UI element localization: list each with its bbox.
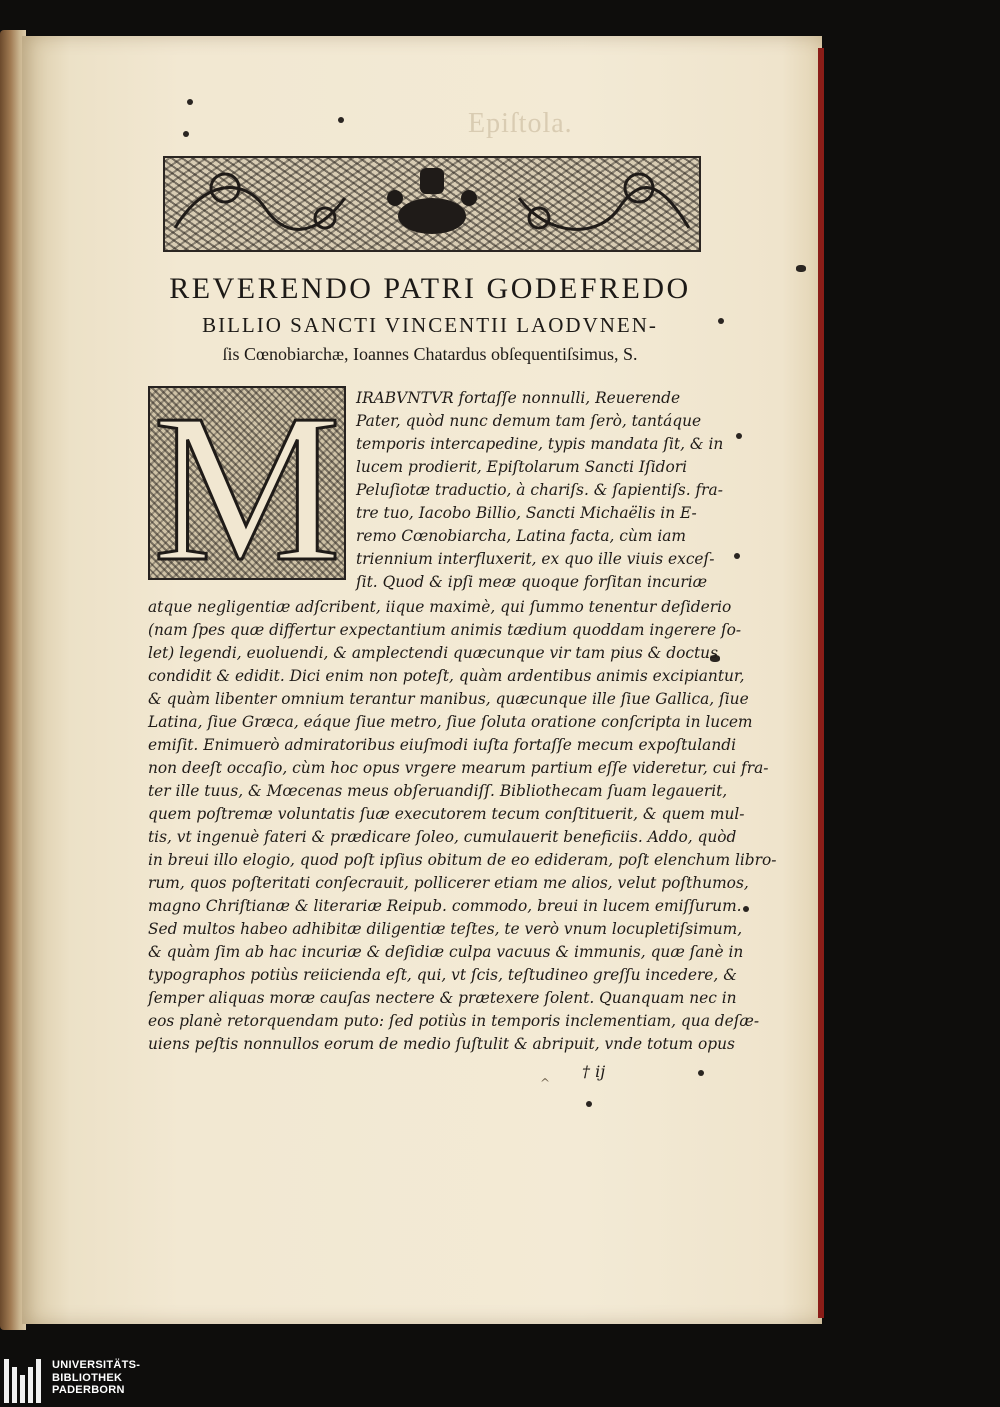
library-logo-icon (4, 1359, 48, 1403)
ornamental-headpiece (163, 156, 701, 252)
paper-hole (718, 318, 724, 324)
printer-mark-icon: ^ (540, 1076, 551, 1090)
body-line: Peluſiotæ traductio, à chariſs. & ſapientiſs. fra- (356, 481, 723, 499)
body-line: tre tuo, Iacobo Billio, Sancti Michaëlis in E- (356, 504, 697, 522)
body-line: (nam ſpes quæ differtur expectantium animis tædium quoddam ingerere ſo- (148, 621, 742, 639)
body-line: emiſit. Enimuerò admiratoribus eiuſmodi iuſta fortaſſe mecum expoſtulandi (148, 736, 737, 754)
body-line: lucem prodierit, Epiſtolarum Sancti Iſidori (356, 458, 688, 476)
body-line: let) legendi, euoluendi, & amplectendi quæcunque vir tam pius & doctus (148, 644, 718, 662)
body-line: eos planè retorquendam puto: ſed potiùs in temporis inclementiam, qua deſæ- (148, 1012, 760, 1030)
body-line: in breui illo elogio, quod poſt ipſius obitum de eo edideram, poſt elenchum libro- (148, 851, 777, 869)
body-line: tis, vt ingenuè fateri & prædicare ſoleo, cumulauerit beneficiis. Addo, quòd (148, 828, 737, 846)
paper-hole (586, 1101, 592, 1107)
library-name-line: BIBLIOTHEK (52, 1371, 123, 1384)
body-line: non deeſt occaſio, cùm hoc opus vrgere mearum partium eſſe videretur, cui fra- (148, 759, 769, 777)
title-line-2: BILLIO SANCTI VINCENTII LAODVNEN- (202, 313, 658, 337)
paper-hole (736, 433, 742, 439)
body-line: typographos potiùs reiicienda eſt, qui, vt ſcis, teſtudineo greſſu incedere, & (148, 966, 737, 984)
body-line: ſemper aliquas moræ cauſas nectere & prætexere ſolent. Quanquam nec in (148, 989, 737, 1007)
body-line: condidit & edidit. Dici enim non poteſt, quàm ardentibus animis excipiantur, (148, 667, 745, 685)
body-line: & quàm ſim ab hac incuriæ & deſidiæ culpa vacuus & immunis, quæ ſanè in (148, 943, 744, 961)
body-line: triennium interfluxerit, ex quo ille viuis exceſ- (356, 550, 715, 568)
library-logo (0, 1357, 150, 1407)
title-line-1: REVERENDO PATRI GODEFREDO (169, 272, 691, 305)
body-line: rum, quos poſteritati conſecrauit, pollicerer etiam me alios, velut poſthumos, (148, 874, 749, 892)
body-line: uiens peſtis nonnullos eorum de medio ſuſtulit & abripuit, vnde totum opus (148, 1035, 735, 1053)
library-name-line: PADERBORN (52, 1384, 125, 1396)
body-line: & quàm libenter omnium terantur manibus, quæcunque ille ſiue Gallica, ſiue (148, 690, 749, 708)
body-line: IRABVNTVR fortaſſe nonnulli, Reuerende (356, 389, 681, 407)
paper-hole (187, 99, 193, 105)
paper-hole (338, 117, 344, 123)
body-line: Sed multos habeo adhibitæ diligentiæ teſtes, te verò vnum locupletiſsimum, (148, 920, 743, 938)
body-line: ſit. Quod & ipſi meæ quoque forſitan incuriæ (356, 573, 708, 591)
body-line: atque negligentiæ adſcribent, iique maximè, qui ſummo tenentur deſiderio (148, 598, 732, 616)
library-name-line: UNIVERSITÄTS- (52, 1359, 141, 1371)
page-edge (818, 48, 824, 1318)
library-name (52, 1359, 140, 1397)
body-line: magno Chriſtianæ & literariæ Reipub. commodo, breui in lucem emiſſurum. (148, 897, 742, 915)
paper-hole (734, 553, 740, 559)
body-line: Pater, quòd nunc demum tam ſerò, tantáque (356, 412, 702, 430)
body-line: remo Cœnobiarcha, Latina facta, cùm iam (356, 527, 687, 545)
paper-hole (183, 131, 189, 137)
initial-letter: M (152, 370, 342, 605)
body-line: quem poſtremæ voluntatis ſuæ executorem tecum conſtituerit, & quem mul- (148, 805, 745, 823)
paper-hole (698, 1070, 704, 1076)
paper-hole (796, 265, 806, 272)
signature-mark: † ij (582, 1062, 606, 1081)
title-line-3: ſis Cœnobiarchæ, Ioannes Chatardus obſequentiſsimus, S. (222, 344, 638, 364)
body-line: ter ille tuus, & Mœcenas meus obſeruandiſſ. Bibliothecam ſuam legauerit, (148, 782, 728, 800)
paper-hole (743, 906, 749, 912)
decorated-initial (148, 370, 346, 605)
body-line: Latina, ſiue Græca, eáque ſiue metro, ſiue ſoluta oratione conſcripta in lucem (148, 713, 753, 731)
bleed-through-text: Epiſtola. (468, 108, 573, 139)
body-line: temporis intercapedine, typis mandata ſit, & in (356, 435, 724, 453)
